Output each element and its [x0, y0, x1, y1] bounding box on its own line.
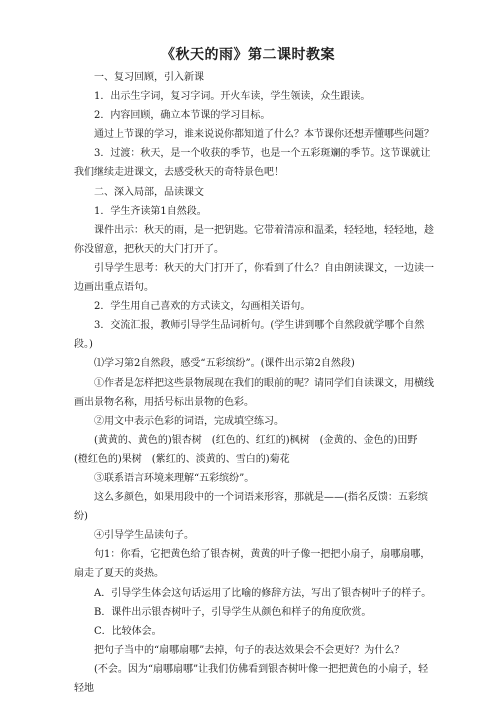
- paragraph: 3．交流汇报，教师引导学生品词析句。(学生讲到哪个自然段就学哪个自然段。): [74, 320, 425, 351]
- paragraph: (不会。因为“扇哪扇哪”让我们仿佛看到银杏树叶像一把把黄色的小扇子，轻轻地: [74, 663, 429, 694]
- paragraph: (黄黄的、黄色的)银杏树 (红色的、红红的)枫树 (金黄的、金色的)田野 (橙红色的)果树 (紫红的、淡黄的、雪白的)菊花: [74, 434, 428, 465]
- paragraph: 课件出示：秋天的雨，是一把钥匙。它带着清凉和温柔，轻轻地，轻轻地，趁你没留意，把秋天的大门打开了。: [74, 224, 434, 255]
- paragraph: 二、深入局部，品读课文: [94, 186, 204, 198]
- document-body: [74, 68, 434, 698]
- paragraph: 这么多颜色，如果用段中的一个词语来形容，那就是——(指名反馈：五彩缤纷): [74, 492, 428, 523]
- document-title: 《秋天的雨》第二课时教案: [161, 47, 335, 63]
- paragraph: ②用文中表示色彩的词语，完成填空练习。: [94, 415, 284, 427]
- paragraph: ④引导学生品读句子。: [94, 530, 194, 542]
- paragraph: 一、复习回顾，引入新课: [94, 72, 204, 83]
- paragraph: ①作者是怎样把这些景物展现在我们的眼前的呢？请同学们自读课文，用横线画出景物名称，用括号标出景物的色彩。: [74, 377, 434, 408]
- paragraph: 句1：你看，它把黄色给了银杏树，黄黄的叶子像一把把小扇子，扇哪扇哪，扇走了夏天的炎热。: [74, 549, 431, 580]
- paragraph: A．引导学生体会这句话运用了比喻的修辞方法，写出了银杏树叶子的样子。: [94, 587, 432, 599]
- paragraph: 1．学生齐读第1自然段。: [94, 205, 207, 217]
- paragraph: B．课件出示银杏树叶子，引导学生从颜色和样子的角度欣赏。: [94, 606, 372, 618]
- paragraph: 引导学生思考：秋天的大门打开了，你看到了什么？自由朗读课文，一边读一边画出重点语句。: [74, 262, 434, 294]
- paragraph: 把句子当中的“扇哪扇哪”去掉，句子的表达效果会不会更好？为什么？: [94, 644, 405, 656]
- paragraph: 2．学生用自己喜欢的方式读文，勾画相关语句。: [94, 301, 311, 313]
- paragraph: ③联系语言环境来理解“五彩缤纷”。: [94, 472, 255, 484]
- paragraph: 3．过渡：秋天，是一个收获的季节，也是一个五彩斑斓的季节。这节课就让我们继续走进课文，去感受秋天的奇特景色吧！: [74, 148, 431, 179]
- paragraph: C．比较体会。: [94, 625, 162, 637]
- paragraph: 1．出示生字词，复习字词。开火车读，学生领读，众生跟读。: [94, 91, 371, 103]
- paragraph: ⑴学习第2自然段，感受“五彩缤纷”。(课件出示第2自然段): [94, 358, 355, 370]
- paragraph: 通过上节课的学习，谁来说说你都知道了什么？本节课你还想弄懂哪些问题？: [94, 129, 434, 141]
- paragraph: 2．内容回顾，确立本节课的学习目标。: [94, 110, 271, 122]
